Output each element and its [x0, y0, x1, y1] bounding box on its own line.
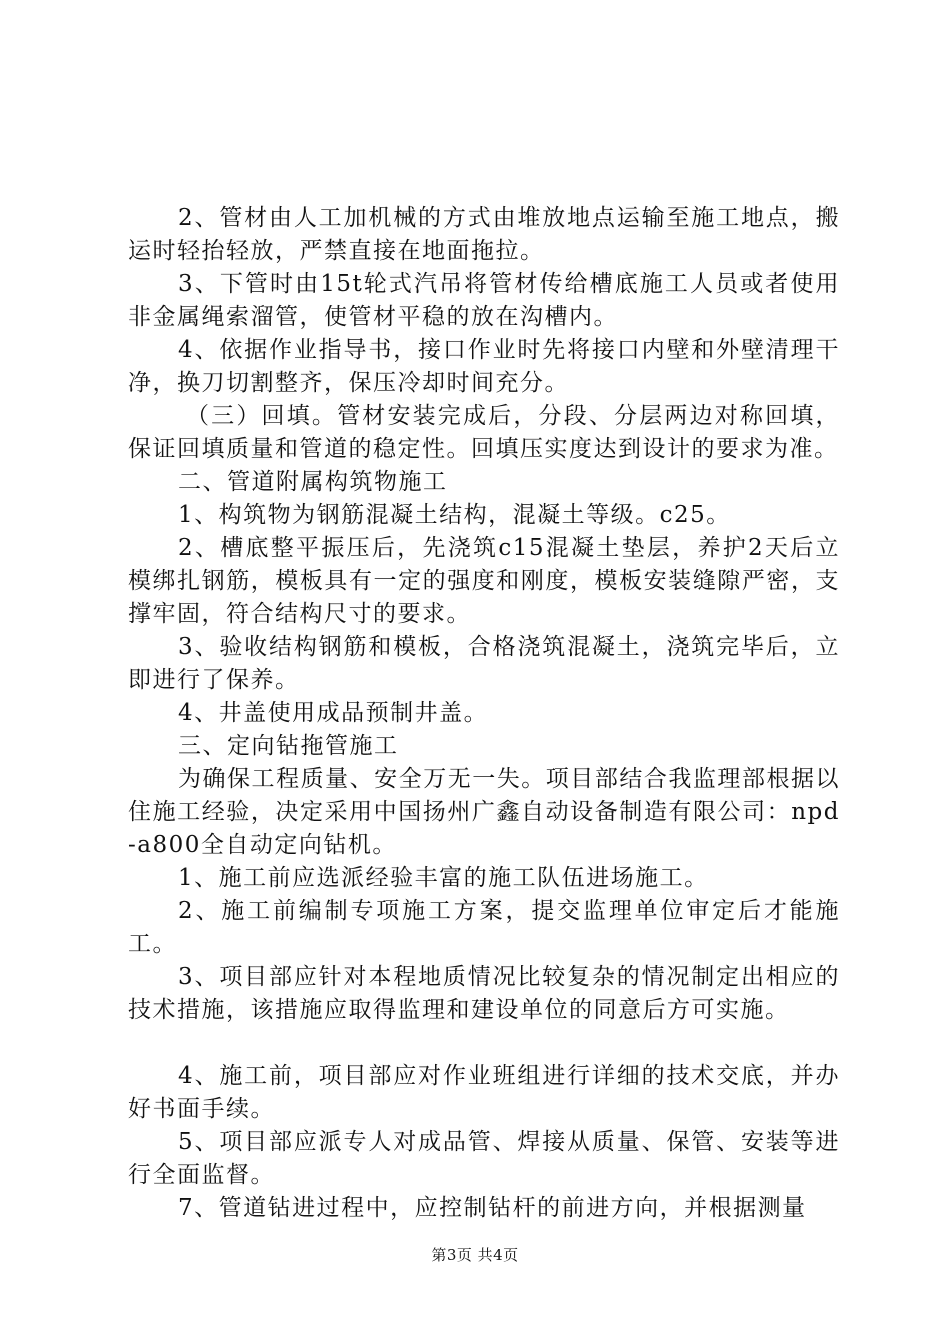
paragraph-acceptance: 3、验收结构钢筋和模板，合格浇筑混凝土，浇筑完毕后，立即进行了保养。 [128, 634, 840, 693]
paragraph-pipe-lowering: 3、下管时由15t轮式汽吊将管材传给槽底施工人员或者使用非金属绳索溜管，使管材平稳的放在沟槽内。 [128, 271, 840, 330]
paragraph-drilling-rig: 为确保工程质量、安全万无一失。项目部结合我监理部根据以住施工经验，决定采用中国扬州广鑫自动设备制造有限公司：npd-a800全自动定向钻机。 [128, 766, 840, 858]
paragraph-joint-work: 4、依据作业指导书，接口作业时先将接口内壁和外壁清理干净，换刀切割整齐，保压冷却时间充分。 [128, 337, 840, 396]
paragraph-technical-briefing: 4、施工前，项目部应对作业班组进行详细的技术交底，并办好书面手续。 [128, 1063, 840, 1122]
document-body [128, 202, 840, 1225]
paragraph-structure-concrete: 1、构筑物为钢筋混凝土结构，混凝土等级。c25。 [178, 502, 731, 528]
paragraph-pipe-transport: 2、管材由人工加机械的方式由堆放地点运输至施工地点，搬运时轻抬轻放，严禁直接在地面拖拉。 [128, 205, 840, 264]
paragraph-technical-measures: 3、项目部应针对本程地质情况比较复杂的情况制定出相应的技术措施，该措施应取得监理和建设单位的同意后方可实施。 [128, 964, 840, 1023]
paragraph-gap [128, 1027, 840, 1060]
paragraph-supervision: 5、项目部应派专人对成品管、焊接从质量、保管、安装等进行全面监督。 [128, 1129, 840, 1188]
paragraph-cushion-formwork: 2、槽底整平振压后，先浇筑c15混凝土垫层，养护2天后立模绑扎钢筋，模板具有一定的强度和刚度，模板安装缝隙严密，支撑牢固，符合结构尺寸的要求。 [128, 535, 840, 627]
section-heading-directional-drilling: 三、定向钻拖管施工 [178, 733, 399, 759]
paragraph-backfill: （三）回填。管材安装完成后，分段、分层两边对称回填，保证回填质量和管道的稳定性。回填压实度达到设计的要求为准。 [128, 403, 840, 462]
paragraph-team-selection: 1、施工前应选派经验丰富的施工队伍进场施工。 [178, 865, 709, 891]
paragraph-drill-control: 7、管道钻进过程中，应控制钻杆的前进方向，并根据测量 [178, 1195, 807, 1221]
paragraph-well-cover: 4、井盖使用成品预制井盖。 [178, 700, 489, 726]
section-heading-structures: 二、管道附属构筑物施工 [178, 469, 448, 495]
paragraph-construction-plan: 2、施工前编制专项施工方案，提交监理单位审定后才能施工。 [128, 898, 840, 957]
page-number-footer: 第3页 共4页 [431, 1246, 519, 1264]
